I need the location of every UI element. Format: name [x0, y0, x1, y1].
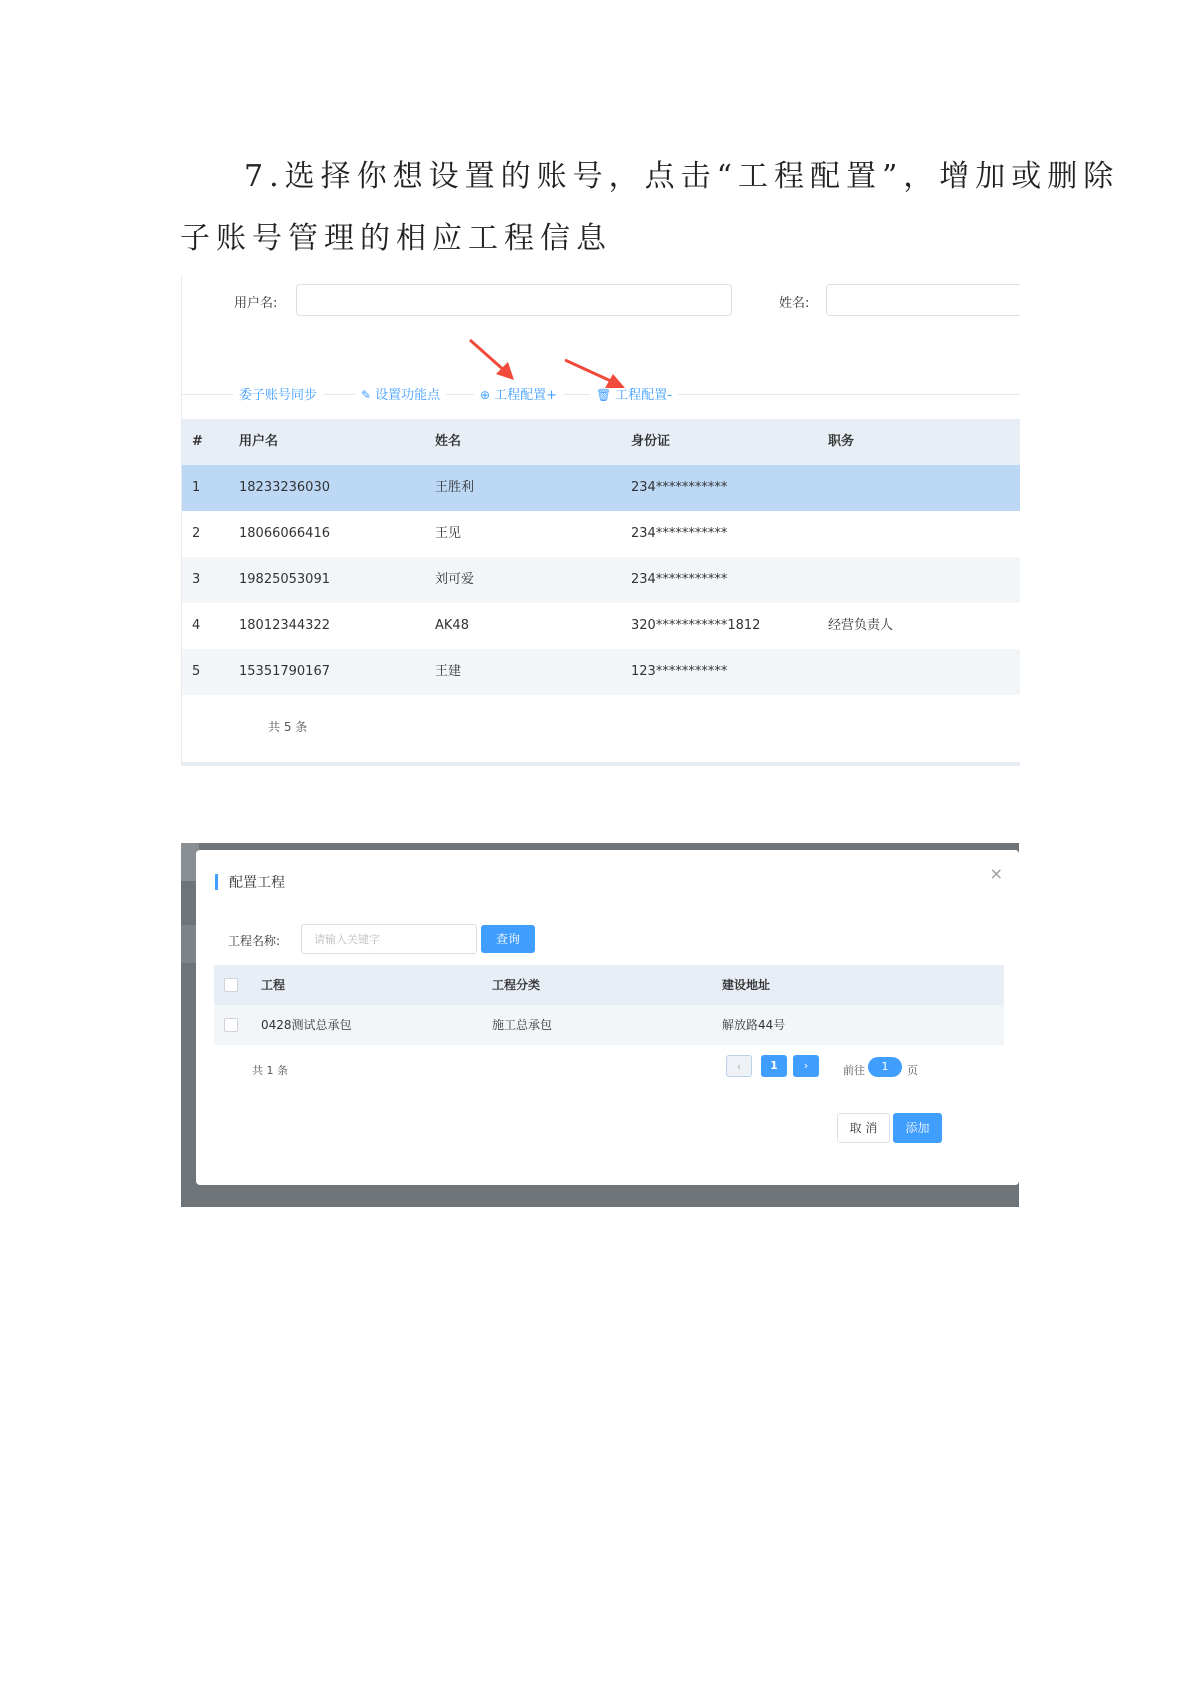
edit-icon: ✎	[361, 388, 372, 402]
column-header: 职务	[828, 434, 855, 449]
row-index: 2	[192, 526, 201, 541]
goto-label: 前往	[843, 1064, 865, 1077]
username-filter-label: 用户名:	[234, 296, 278, 311]
close-icon[interactable]: ×	[989, 864, 1003, 883]
pointer-arrow-icon	[563, 356, 633, 396]
column-header: 姓名	[435, 434, 462, 449]
row-name: 王建	[435, 664, 462, 679]
row-username: 15351790167	[239, 664, 330, 679]
username-filter-input[interactable]	[296, 284, 732, 316]
plus-circle-icon: ⊕	[480, 388, 491, 402]
page-suffix-label: 页	[907, 1064, 918, 1077]
row-role: 经营负责人	[828, 618, 894, 633]
row-id-card: 234***********	[631, 526, 728, 541]
row-index: 3	[192, 572, 201, 587]
table-header	[182, 419, 1020, 465]
select-all-checkbox[interactable]	[224, 978, 238, 992]
row-project: 0428测试总承包	[261, 1018, 352, 1032]
instruction-line-1: 7.选择你想设置的账号，点击“工程配置”，增加或删除	[244, 159, 1120, 194]
row-index: 4	[192, 618, 201, 633]
project-config-remove-label: 工程配置-	[615, 388, 672, 403]
column-header: 用户名	[239, 434, 279, 449]
column-header: 建设地址	[722, 978, 771, 992]
table-row[interactable]	[182, 511, 1020, 557]
total-count: 共 1 条	[252, 1064, 288, 1077]
column-header: 工程分类	[492, 978, 541, 992]
chevron-right-icon: ›	[803, 1059, 809, 1072]
instruction-line-2: 子账号管理的相应工程信息	[180, 221, 612, 256]
project-name-input[interactable]: 请输入关键字	[301, 924, 477, 954]
row-username: 18012344322	[239, 618, 330, 633]
set-function-label: 设置功能点	[375, 388, 441, 403]
column-header: 工程	[261, 978, 286, 992]
row-username: 18233236030	[239, 480, 330, 495]
configure-project-screenshot	[181, 843, 1019, 1207]
search-button[interactable]: 查询	[481, 925, 535, 953]
page-number-button[interactable]: 1	[761, 1055, 787, 1077]
account-list-screenshot	[181, 276, 1020, 766]
row-id-card: 123***********	[631, 664, 728, 679]
row-id-card: 234***********	[631, 572, 728, 587]
trash-icon: 🗑	[596, 388, 612, 402]
row-index: 5	[192, 664, 201, 679]
sync-subaccount-button[interactable]	[233, 384, 323, 403]
prev-page-button[interactable]	[726, 1055, 752, 1077]
set-function-button[interactable]	[355, 384, 446, 403]
total-count: 共 5 条	[268, 720, 308, 734]
row-id-card: 234***********	[631, 480, 728, 495]
row-username: 19825053091	[239, 572, 330, 587]
row-username: 18066066416	[239, 526, 330, 541]
chevron-left-icon: ‹	[736, 1060, 742, 1073]
table-row[interactable]	[182, 465, 1020, 511]
column-header: #	[192, 434, 203, 449]
dialog-title: 配置工程	[229, 875, 285, 891]
add-button[interactable]: 添加	[893, 1113, 942, 1143]
row-name: 王胜利	[435, 480, 475, 495]
bottom-divider	[182, 762, 1020, 766]
table-row[interactable]	[182, 603, 1020, 649]
configure-project-dialog	[196, 850, 1019, 1185]
next-page-button[interactable]	[793, 1055, 819, 1077]
row-index: 1	[192, 480, 201, 495]
row-address: 解放路44号	[722, 1018, 786, 1032]
row-name: 王见	[435, 526, 462, 541]
pointer-arrow-icon	[466, 336, 526, 386]
column-header: 身份证	[631, 434, 671, 449]
name-filter-input[interactable]	[826, 284, 1020, 316]
name-filter-label: 姓名:	[779, 296, 810, 311]
table-header	[214, 965, 1004, 1005]
row-category: 施工总承包	[492, 1018, 553, 1032]
project-config-add-button[interactable]	[474, 384, 563, 403]
row-id-card: 320***********1812	[631, 618, 761, 633]
sync-subaccount-label: 委子账号同步	[239, 388, 318, 403]
row-name: 刘可爱	[435, 572, 475, 587]
table-row[interactable]	[214, 1005, 1004, 1045]
row-checkbox[interactable]	[224, 1018, 238, 1032]
title-accent-bar	[215, 874, 218, 890]
project-config-add-label: 工程配置+	[494, 388, 557, 403]
goto-page-input[interactable]: 1	[868, 1057, 902, 1077]
cancel-button[interactable]: 取 消	[837, 1113, 890, 1143]
project-name-label: 工程名称:	[228, 934, 281, 948]
table-row[interactable]	[182, 649, 1020, 695]
table-row[interactable]	[182, 557, 1020, 603]
row-name: AK48	[435, 618, 469, 633]
